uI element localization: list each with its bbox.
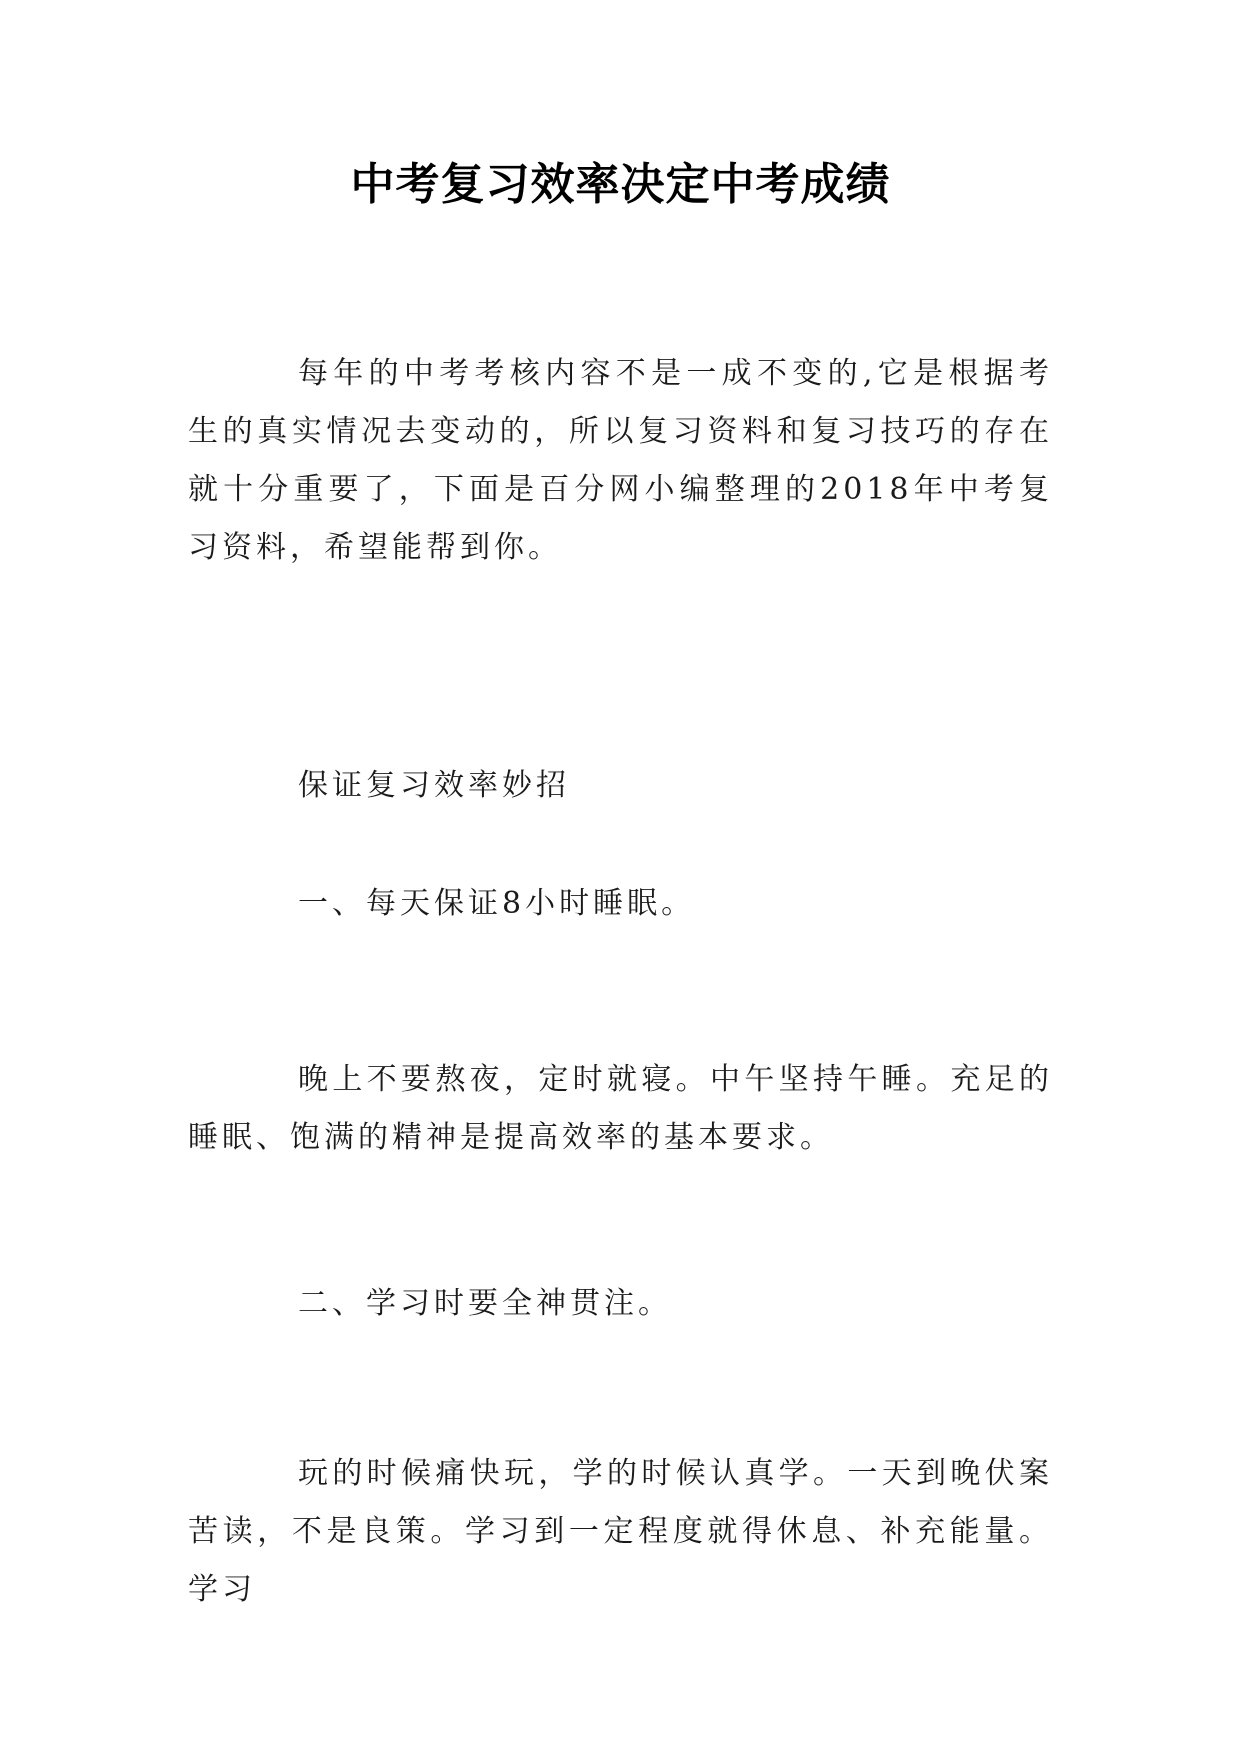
point-1-heading: 一、每天保证8小时睡眠。 [298, 886, 696, 921]
point-1-body: 晚上不要熬夜，定时就寝。中午坚持午睡。充足的睡眠、饱满的精神是提高效率的基本要求。 [188, 1062, 1053, 1155]
point-2-body: 玩的时候痛快玩，学的时候认真学。一天到晚伏案苦读，不是良策。学习到一定程度就得休息、补充能量。学习 [188, 1456, 1053, 1607]
section-heading: 保证复习效率妙招 [298, 768, 570, 803]
intro-paragraph: 每年的中考考核内容不是一成不变的,它是根据考生的真实情况去变动的，所以复习资料和复习技巧的存在就十分重要了，下面是百分网小编整理的2018年中考复习资料，希望能帮到你。 [188, 356, 1053, 565]
point-2-heading: 二、学习时要全神贯注。 [298, 1286, 672, 1321]
document-title: 中考复习效率决定中考成绩 [350, 159, 891, 210]
